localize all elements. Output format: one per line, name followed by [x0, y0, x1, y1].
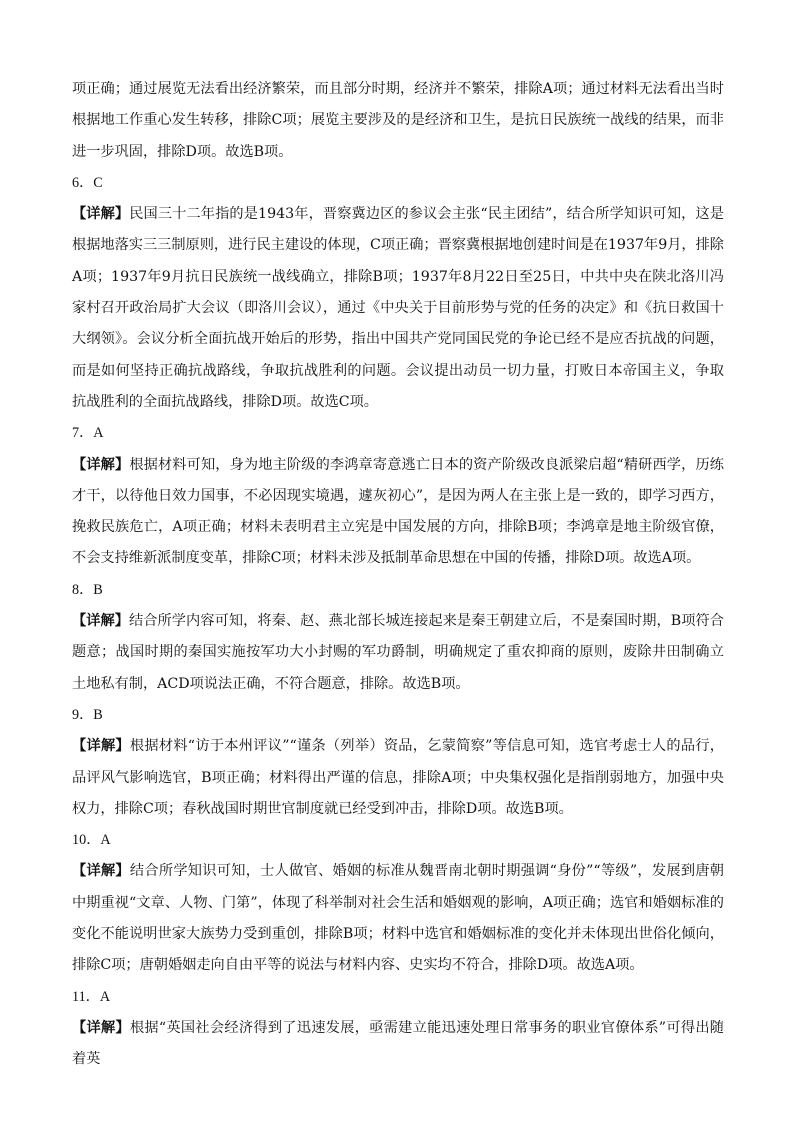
explanation-tag: 【详解】	[72, 613, 130, 630]
question-number: 7．A	[72, 425, 104, 442]
explanation	[72, 199, 724, 418]
continuation-paragraph: 项正确；通过展览无法看出经济繁荣，而且部分时期，经济并不繁荣，排除A项；通过材料无法看出当时根据地工作重心发生转移，排除C项；展览主要涉及的是经济和卫生，是抗日民族统一战线的结果，而非进一步巩固，排除D项。故选B项。	[72, 81, 724, 160]
question-number: 9．B	[72, 706, 103, 723]
explanation-text: 结合所学知识可知，士人做官、婚姻的标准从魏晋南北朝时期强调“身份”“等级”，发展到唐朝中期重视“文章、人物、门第”，体现了科举制对社会生活和婚姻观的影响，A项正确；选官和婚姻标准的变化不能说明世家大族势力受到重创，排除B项；材料中选官和婚姻标准的变化并未体现出世俗化倾向，排除C项；唐朝婚姻走向自由平等的说法与材料内容、史实均不符合，排除D项。故选A项。	[72, 863, 724, 974]
question-10	[72, 825, 724, 981]
explanation	[72, 731, 724, 825]
answer-page	[72, 74, 724, 1076]
explanation-tag: 【详解】	[72, 206, 130, 223]
question-number: 11．A	[72, 988, 111, 1005]
question-7	[72, 418, 724, 574]
explanation-text: 结合所学内容可知，将秦、赵、燕北部长城连接起来是秦王朝建立后，不是秦国时期，B项符合题意；战国时期的秦国实施按军功大小封赐的军功爵制，明确规定了重农抑商的原则，废除井田制确立土地私有制，ACD项说法正确，不符合题意，排除。故选B项。	[72, 613, 724, 692]
question-11	[72, 982, 724, 1076]
explanation-text: 根据材料“访于本州评议”“谨条（列举）资品，乞蒙简察”等信息可知，选官考虑士人的品行，品评风气影响选官，B项正确；材料得出严谨的信息，排除A项；中央集权强化是指削弱地方，加强中央权力，排除C项；春秋战国时期世官制度就已经受到冲击，排除D项。故选B项。	[72, 738, 724, 817]
question-9	[72, 700, 724, 825]
question-6	[72, 168, 724, 418]
question-number: 10．A	[72, 832, 111, 849]
explanation	[72, 856, 724, 981]
explanation-tag: 【详解】	[72, 1019, 130, 1036]
explanation-text: 根据材料可知，身为地主阶级的李鸿章寄意逃亡日本的资产阶级改良派梁启超“精研西学，历练才干，以待他日效力国事，不必因现实境遇，遽灰初心”，是因为两人在主张上是一致的，即学习西方，挽救民族危亡，A项正确；材料未表明君主立宪是中国发展的方向，排除B项；李鸿章是地主阶级官僚，不会支持维新派制度变革，排除C项；材料未涉及抵制革命思想在中国的传播，排除D项。故选A项。	[72, 456, 724, 567]
explanation	[72, 606, 724, 700]
question-number: 6．C	[72, 174, 103, 191]
explanation-tag: 【详解】	[72, 863, 130, 880]
question-number: 8．B	[72, 581, 103, 598]
explanation-tag: 【详解】	[72, 456, 130, 473]
explanation-text: 根据“英国社会经济得到了迅速发展，亟需建立能迅速处理日常事务的职业官僚体系”可得出随着英	[72, 1019, 724, 1068]
question-8	[72, 575, 724, 700]
explanation-tag: 【详解】	[72, 738, 130, 755]
explanation	[72, 450, 724, 575]
explanation	[72, 1013, 724, 1076]
explanation-text: 民国三十二年指的是1943年，晋察冀边区的参议会主张“民主团结”，结合所学知识可知，这是根据地落实三三制原则，进行民主建设的体现，C项正确；晋察冀根据地创建时间是在1937年9月，排除A项；1937年9月抗日民族统一战线确立，排除B项；1937年8月22日至25日，中共中央在陕北洛川冯家村召开政治局扩大会议（即洛川会议），通过《中央关于目前形势与党的任务的决定》和《抗日救国十大纲领》。会议分析全面抗战开始后的形势，指出中国共产党同国民党的争论已经不是应否抗战的问题，而是如何坚持正确抗战路线，争取抗战胜利的问题。会议提出动员一切力量，打败日本帝国主义，争取抗战胜利的全面抗战路线，排除D项。故选C项。	[72, 206, 724, 410]
